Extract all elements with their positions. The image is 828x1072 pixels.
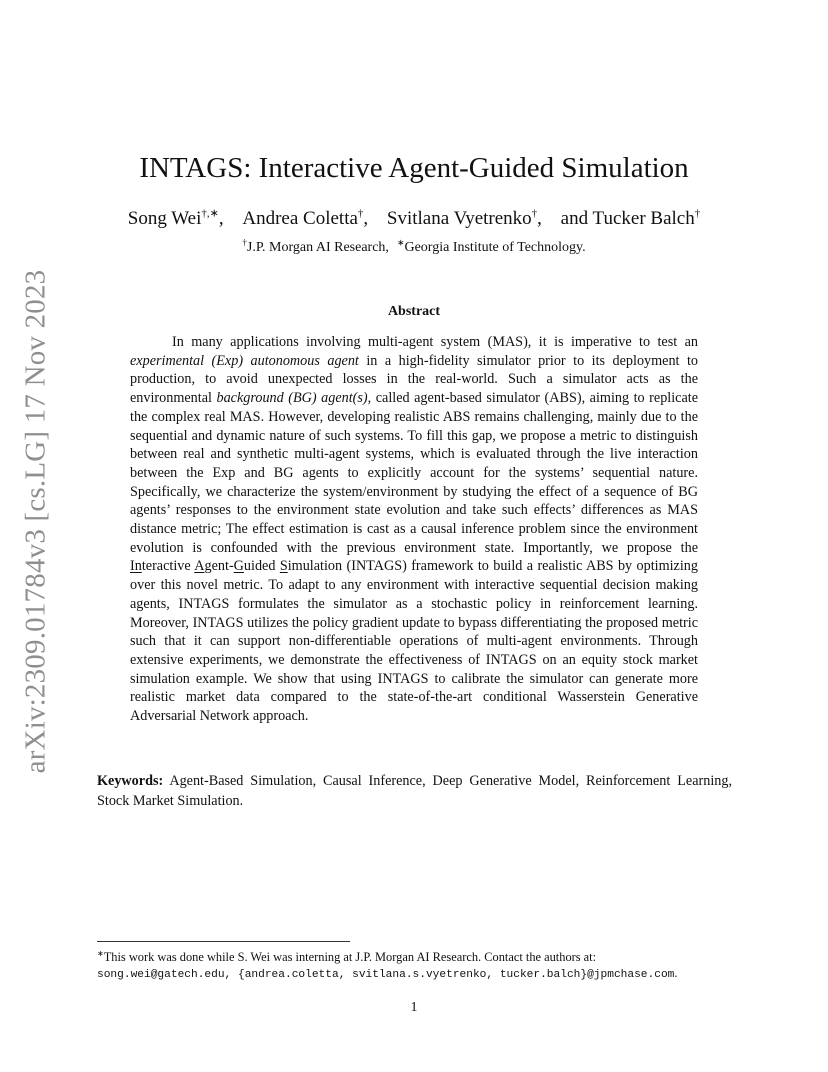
paper-title: INTAGS: Interactive Agent-Guided Simulation (139, 152, 689, 184)
abstract-heading: Abstract (387, 304, 441, 319)
arxiv-identifier: arXiv:2309.01784v3 [cs.LG] 17 Nov 2023 (19, 269, 52, 773)
author-list (0, 207, 828, 230)
footnote-rule (97, 941, 350, 942)
abstract-body: In many applications involving multi-agent system (MAS), it is imperative to test an experimental (Exp) autonomous agent in a high-fidelity simulator prior to its deployment to production, to avoid unexpected losses in the real-world. Such a simulator acts as the environmental background (BG) agent(s), called agent-based simulator (ABS), aiming to replicate the complex real MAS. However, developing realistic ABS remains challenging, mainly due to the sequential and dynamic nature of such systems. To fill this gap, we propose a metric to distinguish between real and synthetic multi-agent systems, which is evaluated through the live interaction between the Exp and BG agents to explicitly account for the systems’ sequential nature. Specifically, we characterize the system/environment by studying the effect of a sequence of BG agents’ responses to the environment state evolution and take such effects’ differences as MAS distance metric; The effect estimation is cast as a causal inference problem since the environment evolution is confounded with the previous environment state. Importantly, we propose the Interactive Agent-Guided Simulation (INTAGS) framework to build a realistic ABS by optimizing over this novel metric. To adapt to any environment with interactive sequential decision making agents, INTAGS formulates the simulator as a stochastic policy in reinforcement learning. Moreover, INTAGS utilizes the policy gradient update to bypass differentiating the proposed metric such that it can support non-differentiable operations of multi-agent environments. Through extensive experiments, we demonstrate the effectiveness of INTAGS on an equity stock market simulation example. We show that using INTAGS to calibrate the simulator can generate more realistic market data compared to the state-of-the-art conditional Wasserstein Generative Adversarial Network approach. (130, 334, 699, 725)
arxiv-sidebar (10, 266, 62, 776)
author: and Tucker Balch† (560, 208, 701, 230)
author: Svitlana Vyetrenko†, (386, 208, 542, 230)
keywords-label: Keywords: (97, 773, 164, 789)
author: Andrea Coletta†, (242, 208, 369, 230)
author-emails: song.wei@gatech.edu, {andrea.coletta, svitlana.s.vyetrenko, tucker.balch}@jpmchase.com (97, 969, 675, 982)
keywords (97, 771, 732, 811)
footnote: ∗This work was done while S. Wei was interning at J.P. Morgan AI Research. Contact the authors at: song.wei@gatech.edu, {andrea.coletta, svitlana.s.vyetrenko, tucker.balch}@jpmchase.com. (97, 949, 678, 982)
keywords-text: Agent-Based Simulation, Causal Inference, Deep Generative Model, Reinforcement Learning, Stock Market Simulation. (97, 773, 732, 809)
author: Song Wei†,∗, (127, 208, 224, 230)
affiliation-list (0, 237, 828, 256)
affiliation: †J.P. Morgan AI Research, (242, 237, 389, 255)
framework-acronym: Interactive Agent-Guided Simulation (130, 558, 343, 575)
page-number: 1 (410, 1000, 418, 1015)
affiliation: ∗Georgia Institute of Technology. (396, 237, 586, 255)
